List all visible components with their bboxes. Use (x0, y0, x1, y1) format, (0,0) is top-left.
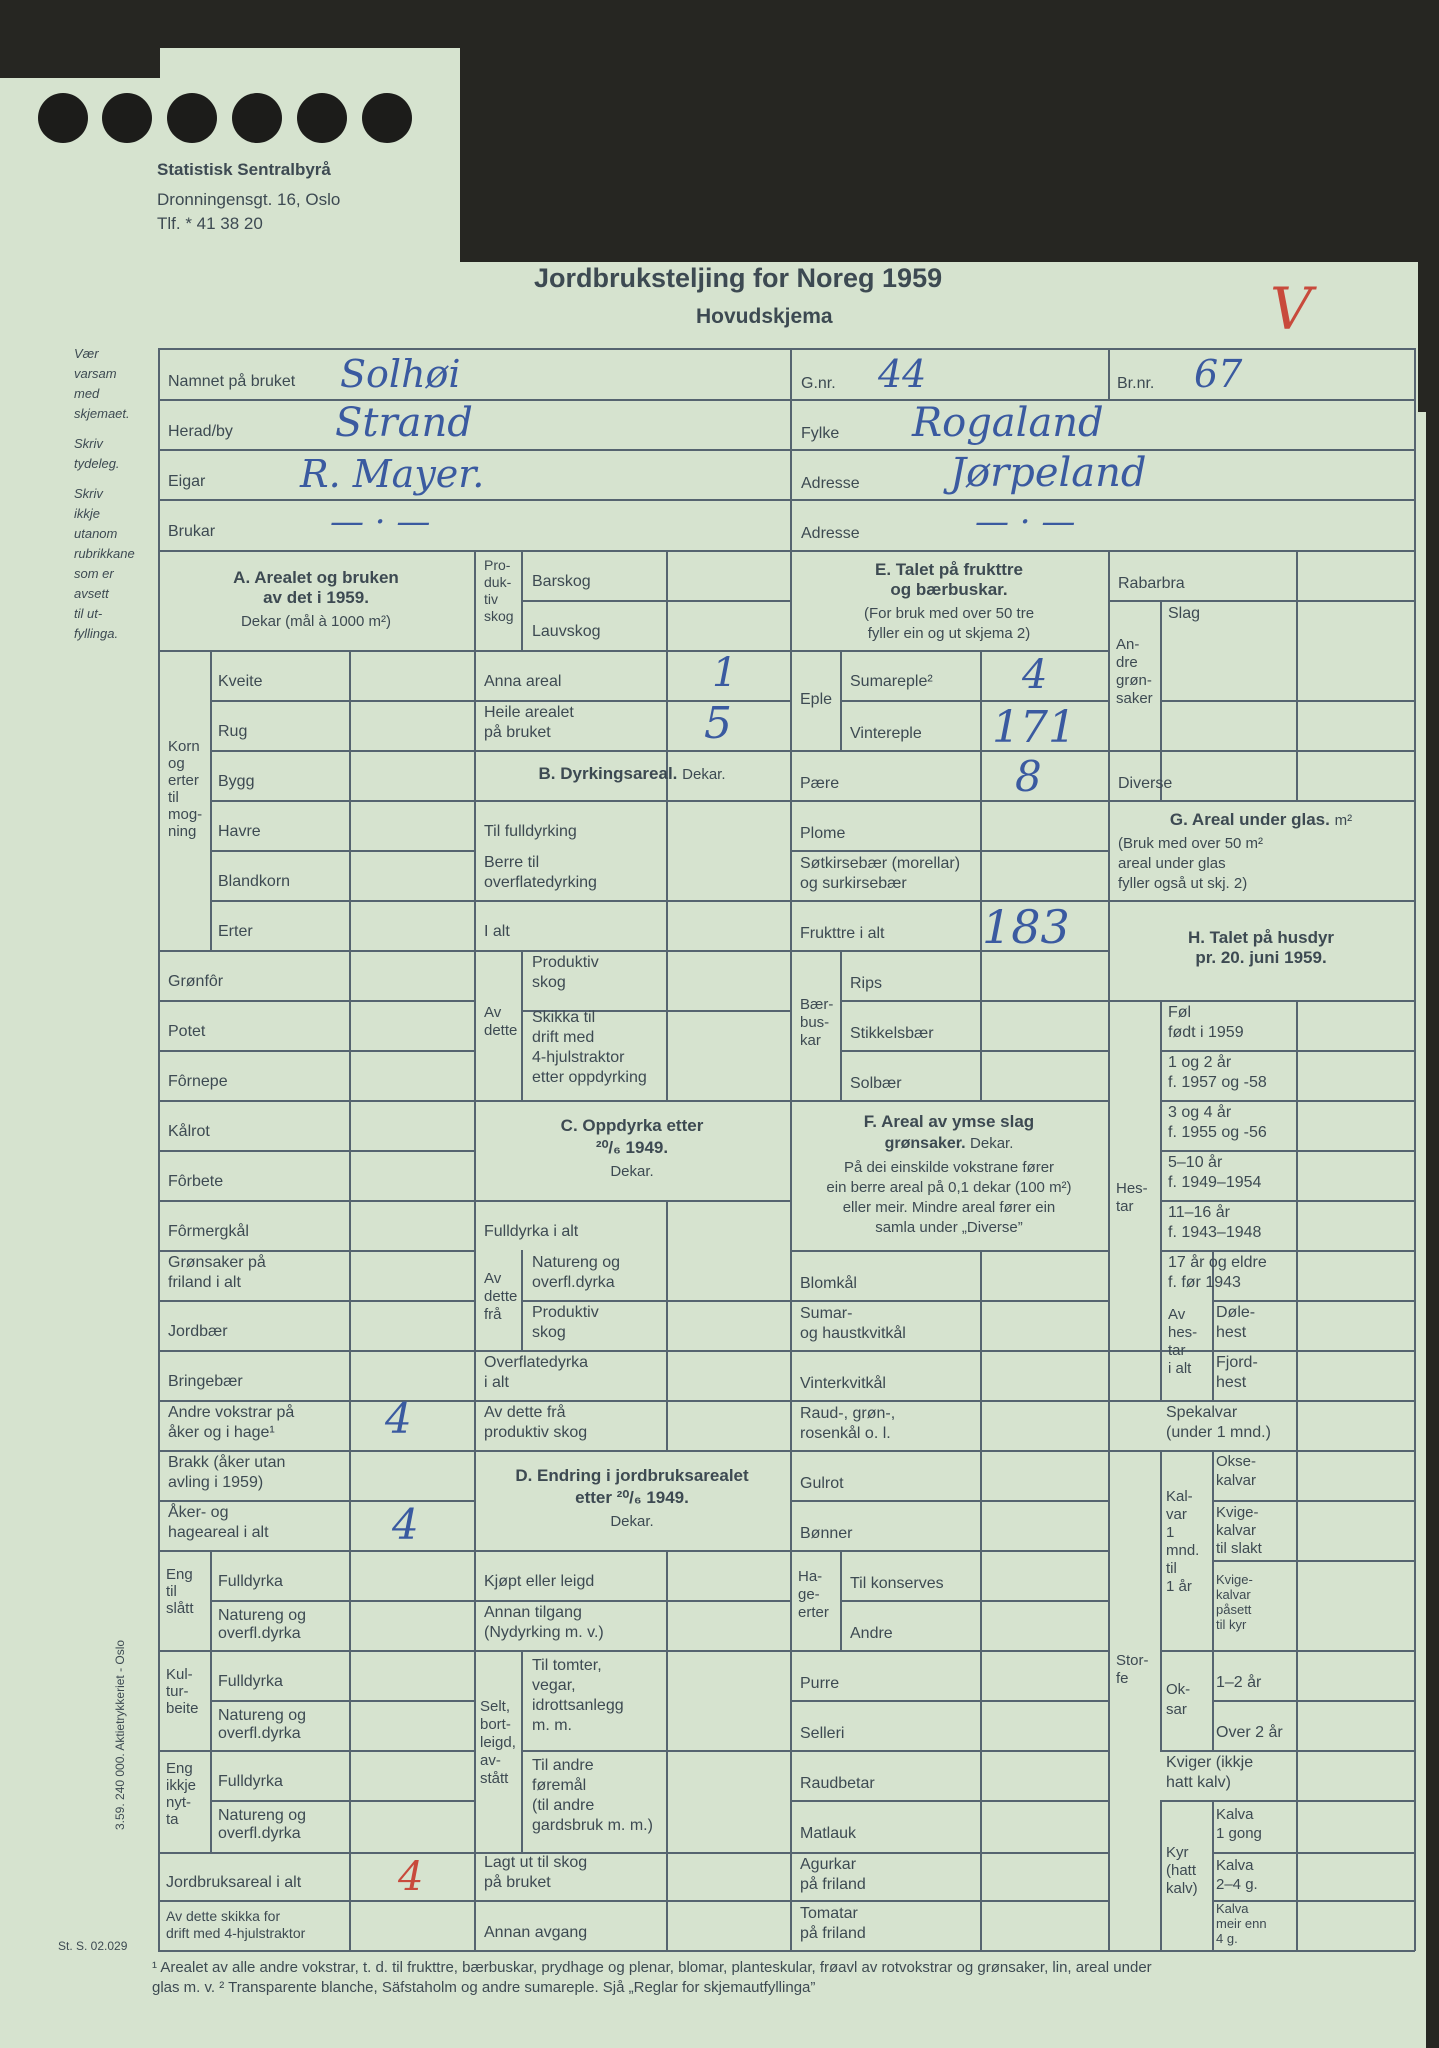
section-c-date: ²⁰/₆ 1949. (595, 1138, 669, 1157)
row-kalva-1: Kalva (1216, 1806, 1254, 1823)
row-lagt-ut: Lagt ut til skog (484, 1854, 588, 1871)
section-e-title: E. Talet på frukttre (875, 560, 1023, 579)
row-bygg: Bygg (218, 773, 255, 790)
row-berre-til: Berre til (484, 854, 540, 871)
d-tomter-label: Til tomter, vegar, idrottsanlegg m. m. (532, 1657, 624, 1734)
row-forbete: Fôrbete (168, 1173, 224, 1190)
row-sumar-2: og haustkvitkål (800, 1325, 906, 1342)
label-gnr: G.nr. (801, 375, 836, 392)
row-stikkelsbaer: Stikkelsbær (850, 1025, 934, 1042)
row-oksekalvar: Okse- (1216, 1453, 1257, 1470)
section-f-note-4: samla under „Diverse” (875, 1219, 1023, 1236)
kvigekalvar-slakt-label: Kvige- kalvar til slakt (1216, 1504, 1262, 1557)
row-sumar: Sumar- (800, 1305, 853, 1322)
kalva-3-label: Kalva meir enn 4 g. (1216, 1901, 1267, 1946)
row-raudbetar: Raudbetar (800, 1775, 875, 1792)
row-c-natureng-2: overfl.dyrka (532, 1274, 615, 1291)
value-anna-areal: 1 (712, 650, 738, 696)
row-hage-andre: Andre (850, 1625, 893, 1642)
value-eigar: R. Mayer. (300, 452, 485, 496)
section-d-title: D. Endring i jordbruksarealet (515, 1466, 749, 1485)
row-annan-tilgang-2: (Nydyrking m. v.) (484, 1624, 604, 1641)
row-spekalvar: Spekalvar (1166, 1404, 1238, 1421)
row-c-overflate-2: i alt (484, 1374, 509, 1391)
section-g-title: G. Areal under glas. m² (1169, 810, 1353, 829)
section-f-note-3: eller meir. Mindre areal fører ein (842, 1199, 1056, 1216)
row-sotkirsebaer-2: og surkirsebær (800, 875, 907, 892)
section-b-title: B. Dyrkingsareal. Dekar. (538, 764, 726, 783)
d-selt-label: Selt, bort- leigd, av- stått (480, 1698, 516, 1787)
row-tomatar-2: på friland (800, 1925, 866, 1942)
row-eng-fulldyrka: Fulldyrka (218, 1573, 283, 1590)
row-matlauk: Matlauk (800, 1825, 857, 1842)
row-gulrot: Gulrot (800, 1475, 844, 1492)
row-kalva-2-b: 2–4 g. (1216, 1876, 1258, 1893)
office-address: Dronningensgt. 16, Oslo (157, 190, 341, 209)
row-b-produktiv: Produktiv (532, 954, 599, 971)
row-hest-17: 17 år og eldre (1168, 1254, 1267, 1271)
row-berre-til-2: overflatedyrking (484, 874, 597, 891)
row-tomatar: Tomatar (800, 1905, 858, 1922)
value-namn: Solhøi (340, 352, 461, 396)
oksar-label: Ok- sar (1166, 1681, 1191, 1718)
row-vinterkvitkal: Vinterkvitkål (800, 1375, 886, 1392)
kvigekalvar-kyr-label: Kvige- kalvar påsett til kyr (1216, 1572, 1253, 1632)
row-erter: Erter (218, 923, 253, 940)
row-kveite: Kveite (218, 673, 263, 690)
b-skikka-label: Skikka til drift med 4-hjulstraktor etter oppdyrking (532, 1009, 647, 1086)
value-andre-vokstrar: 4 (385, 1394, 412, 1443)
av-hestar-label: Av hes- tar i alt (1168, 1306, 1198, 1377)
korn-group-label: Korn og erter til mog- ning (168, 738, 203, 840)
row-hest-3-4: 3 og 4 år (1168, 1104, 1232, 1121)
label-namn: Namnet på bruket (168, 373, 296, 390)
check-mark: V (1270, 275, 1312, 343)
andre-gronsaker-label: An- dre grøn- saker (1116, 636, 1153, 707)
row-aker-2: hageareal i alt (168, 1524, 269, 1541)
row-dolehest: Døle- (1216, 1304, 1256, 1321)
row-havre: Havre (218, 823, 261, 840)
value-fylke: Rogaland (912, 400, 1104, 446)
row-formergkal: Fôrmergkål (168, 1223, 249, 1240)
row-plome: Plome (800, 825, 846, 842)
kalvar-label: Kal- var 1 mnd. til 1 år (1166, 1488, 1200, 1595)
row-til-konserves: Til konserves (850, 1575, 944, 1592)
row-hest-3-4-b: f. 1955 og -56 (1168, 1124, 1267, 1141)
row-raud: Raud-, grøn-, (800, 1405, 896, 1422)
footnote-1: ¹ Arealet av alle andre vokstrar, t. d. til frukttre, bærbuskar, prydhage og plenar, blomar, planteskular, frøavl av rotvokstrar og grønsaker, lin, areal under (152, 1959, 1152, 1976)
section-a-unit: Dekar (mål à 1000 m²) (240, 613, 392, 630)
row-aker: Åker- og (168, 1504, 229, 1521)
row-hest-5-10-b: f. 1949–1954 (1168, 1174, 1262, 1191)
section-c-unit: Dekar. (610, 1163, 654, 1180)
label-brnr: Br.nr. (1117, 375, 1155, 392)
kyr-label: Kyr (hatt kalv) (1166, 1844, 1198, 1897)
row-fjordhest-2: hest (1216, 1374, 1247, 1391)
form-code: St. S. 02.029 (58, 1939, 128, 1953)
row-gronsaker-2: friland i alt (168, 1274, 241, 1291)
row-annan-tilgang: Annan tilgang (484, 1604, 582, 1621)
row-b-produktiv-2: skog (532, 974, 566, 991)
row-heile-arealet: Heile arealet (484, 704, 574, 721)
section-d-unit: Dekar. (610, 1513, 654, 1530)
row-raud-2: rosenkål o. l. (800, 1425, 891, 1442)
row-purre: Purre (800, 1675, 840, 1692)
row-bonner: Bønner (800, 1525, 853, 1542)
row-sumareple: Sumareple² (850, 673, 933, 690)
label-adresse-2: Adresse (801, 525, 860, 542)
row-fol: Føl (1168, 1004, 1192, 1021)
row-fjordhest: Fjord- (1216, 1354, 1258, 1371)
punch-hole (362, 93, 412, 143)
kulturbeite-label: Kul- tur- beite (166, 1666, 199, 1717)
row-solbaer: Solbær (850, 1075, 902, 1092)
baerbuskar-label: Bær- bus- kar (800, 996, 834, 1049)
row-b-i-alt: I alt (484, 923, 510, 940)
row-kalrot: Kålrot (168, 1123, 210, 1140)
label-fylke: Fylke (801, 425, 840, 442)
row-potet: Potet (168, 1023, 206, 1040)
row-ikkje-natureng-2: overfl.dyrka (218, 1825, 301, 1842)
section-e-title-2: og bærbuskar. (890, 580, 1008, 599)
office-name: Statistisk Sentralbyrå (157, 160, 331, 179)
value-gnr: 44 (878, 352, 927, 396)
row-blomkal: Blomkål (800, 1275, 857, 1292)
row-vintereple: Vintereple (850, 725, 922, 742)
row-jordbruksareal: Jordbruksareal i alt (166, 1874, 302, 1891)
value-adresse-2: — · — (975, 502, 1076, 542)
punch-hole (232, 93, 282, 143)
row-andre-vokstrar: Andre vokstrar på (168, 1404, 295, 1421)
row-c-produktiv-2: skog (532, 1324, 566, 1341)
row-annan-avgang: Annan avgang (484, 1924, 588, 1941)
value-brnr: 67 (1194, 352, 1243, 396)
row-lagt-ut-2: på bruket (484, 1874, 551, 1891)
row-anna-areal: Anna areal (484, 673, 562, 690)
label-herad: Herad/by (168, 423, 233, 440)
row-hest-1-2-b: f. 1957 og -58 (1168, 1074, 1267, 1091)
row-oksar-over-2: Over 2 år (1216, 1724, 1283, 1741)
row-av-dette-skikka: Av dette skikka for (166, 1908, 281, 1924)
section-g-note: (Bruk med over 50 m² (1118, 835, 1264, 852)
row-hest-11-16: 11–16 år (1168, 1204, 1230, 1221)
hageerter-label: Ha- ge- erter (798, 1568, 829, 1621)
section-a-title: A. Arealet og bruken (233, 568, 399, 587)
row-eple: Eple (800, 691, 833, 708)
row-gronsaker: Grønsaker på (168, 1254, 266, 1271)
row-c-av-produktiv-2: produktiv skog (484, 1424, 588, 1441)
row-diverse: Diverse (1118, 775, 1173, 792)
row-rabarbra: Rabarbra (1118, 575, 1185, 592)
section-f-note-2: ein berre areal på 0,1 dekar (100 m²) (826, 1179, 1072, 1196)
row-agurkar: Agurkar (800, 1856, 857, 1873)
row-kalva-2: Kalva (1216, 1857, 1254, 1874)
value-paere: 8 (1015, 752, 1042, 801)
row-av-dette-skikka-2: drift med 4-hjulstraktor (166, 1925, 306, 1941)
row-rug: Rug (218, 723, 248, 740)
row-fornepe: Fôrnepe (168, 1073, 228, 1090)
hestar-label: Hes- tar (1116, 1180, 1148, 1215)
row-hest-5-10: 5–10 år (1168, 1154, 1223, 1171)
row-kviger: Kviger (ikkje (1166, 1754, 1254, 1771)
row-kultur-natureng-2: overfl.dyrka (218, 1725, 301, 1742)
punch-hole (167, 93, 217, 143)
margin-note: Vær varsam med skjemaet. Skriv tydeleg. Skriv ikkje utanom rubrikkane som er avsett til ut- fyllinga. (74, 346, 135, 641)
value-aker: 4 (392, 1500, 419, 1549)
eng-ikkje-label: Eng ikkje nyt- ta (166, 1760, 197, 1828)
row-ikkje-fulldyrka: Fulldyrka (218, 1773, 283, 1790)
punch-hole (38, 93, 88, 143)
row-brakk: Brakk (åker utan (168, 1454, 286, 1471)
row-c-produktiv: Produktiv (532, 1304, 599, 1321)
row-til-fulldyrking: Til fulldyrking (484, 823, 577, 840)
row-agurkar-2: på friland (800, 1876, 866, 1893)
row-sotkirsebaer: Søtkirsebær (morellar) (800, 855, 961, 872)
row-dolehest-2: hest (1216, 1324, 1247, 1341)
row-brakk-2: avling i 1959) (168, 1474, 264, 1491)
section-a-title-2: av det i 1959. (263, 588, 369, 607)
row-hest-11-16-b: f. 1943–1948 (1168, 1224, 1262, 1241)
row-oksar-1-2: 1–2 år (1216, 1674, 1262, 1691)
row-kultur-fulldyrka: Fulldyrka (218, 1673, 283, 1690)
produktiv-skog-group: Pro- duk- tiv skog (484, 557, 514, 624)
row-kviger-2: hatt kalv) (1166, 1774, 1231, 1791)
row-eng-natureng: Natureng og (218, 1607, 307, 1624)
row-frukttre-i-alt: Frukttre i alt (800, 925, 885, 942)
value-adresse: Jørpeland (950, 450, 1147, 496)
row-blandkorn: Blandkorn (218, 873, 291, 890)
d-andre-label: Til andre føremål (til andre gardsbruk m. m.) (532, 1757, 653, 1834)
row-spekalvar-2: (under 1 mnd.) (1166, 1424, 1271, 1441)
row-c-natureng: Natureng og (532, 1254, 621, 1271)
section-f-note: På dei einskilde vokstrane fører (843, 1159, 1055, 1176)
row-eng-natureng-2: overfl.dyrka (218, 1625, 301, 1642)
page-title: Jordbruksteljing for Noreg 1959 (534, 263, 943, 293)
office-phone: Tlf. * 41 38 20 (157, 214, 263, 233)
label-slag: Slag (1168, 605, 1201, 622)
row-kultur-natureng: Natureng og (218, 1707, 307, 1724)
page-subtitle: Hovudskjema (696, 305, 833, 328)
footnote-2: glas m. v. ² Transparente blanche, Säfstaholm og andre sumareple. Sjå „Reglar for skjemautfyllinga” (152, 1979, 816, 1996)
row-kalva-1-b: 1 gong (1216, 1825, 1262, 1842)
section-e-note: (For bruk med over 50 tre (863, 605, 1035, 622)
section-e-note-2: fyller ein og ut skjema 2) (867, 625, 1031, 642)
c-av-dette-label: Av dette frå (484, 1270, 518, 1323)
punch-hole (297, 93, 347, 143)
label-eigar: Eigar (168, 473, 206, 490)
row-heile-arealet-2: på bruket (484, 724, 551, 741)
value-sumareple: 4 (1022, 652, 1048, 698)
label-brukar: Brukar (168, 523, 216, 540)
row-barskog: Barskog (532, 573, 591, 590)
row-hest-17-b: f. før 1943 (1168, 1274, 1241, 1291)
value-frukttre-i-alt: 183 (982, 900, 1070, 954)
section-h-title: H. Talet på husdyr (1187, 928, 1335, 947)
value-vintereple: 171 (992, 702, 1076, 753)
b-av-dette-label: Av dette (484, 1004, 518, 1039)
storfe-label: Stor- fe (1116, 1652, 1149, 1687)
row-c-overflate: Overflatedyrka (484, 1354, 589, 1371)
printer-note: 3.59. 240 000. Aktietrykkeriet - Oslo (113, 1639, 127, 1830)
row-lauvskog: Lauvskog (532, 623, 601, 640)
row-c-fulldyrka: Fulldyrka i alt (484, 1223, 579, 1240)
row-hest-1-2: 1 og 2 år (1168, 1054, 1232, 1071)
value-herad: Strand (335, 400, 473, 446)
row-rips: Rips (850, 975, 883, 992)
value-heile-arealet: 5 (704, 698, 732, 749)
value-jordbruksareal: 4 (398, 1854, 424, 1900)
value-brukar: — · — (330, 502, 431, 542)
section-g-note-2: areal under glas (1118, 855, 1226, 872)
punch-hole (102, 93, 152, 143)
section-c-title: C. Oppdyrka etter (560, 1116, 704, 1135)
section-h-title-2: pr. 20. juni 1959. (1195, 948, 1327, 967)
row-c-av-produktiv: Av dette frå (484, 1404, 566, 1421)
label-adresse: Adresse (801, 475, 860, 492)
row-paere: Pære (800, 775, 840, 792)
row-oksekalvar-2: kalvar (1216, 1472, 1257, 1489)
row-ikkje-natureng: Natureng og (218, 1807, 307, 1824)
row-gronfor: Grønfôr (168, 973, 224, 990)
row-jordbaer: Jordbær (168, 1323, 228, 1340)
eng-til-slatt-label: Eng til slått (166, 1566, 194, 1617)
section-f-title-2: grønsaker. Dekar. (884, 1135, 1014, 1152)
section-f-title: F. Areal av ymse slag (863, 1112, 1035, 1131)
row-andre-vokstrar-2: åker og i hage¹ (168, 1424, 275, 1441)
section-g-note-3: fyller også ut skj. 2) (1118, 875, 1248, 892)
row-selleri: Selleri (800, 1725, 845, 1742)
row-kjopt: Kjøpt eller leigd (484, 1573, 595, 1590)
section-d-date: etter ²⁰/₆ 1949. (575, 1488, 689, 1507)
row-fol-2: født i 1959 (1168, 1024, 1244, 1041)
row-bringebaer: Bringebær (168, 1373, 243, 1390)
